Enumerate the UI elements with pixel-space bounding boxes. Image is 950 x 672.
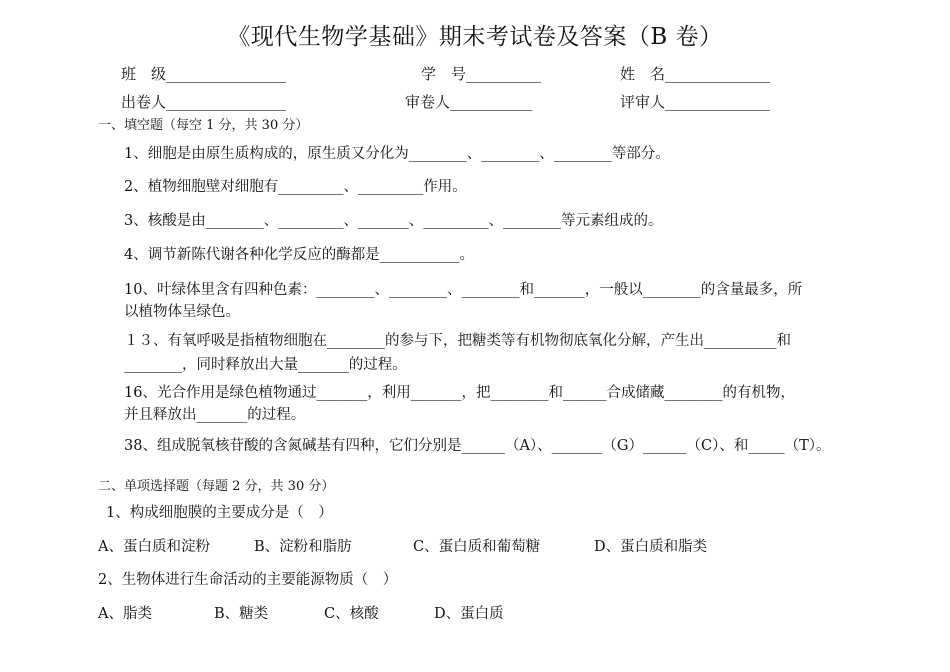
fill-question-2: 2、植物细胞壁对细胞有_________、_________作用。 (124, 179, 467, 195)
choice-question-2: 2、生物体进行生命活动的主要能源物质（ ） (98, 572, 398, 588)
setter-field: 出卷人________________ (121, 93, 287, 111)
section2-heading: 二、单项选择题（每题 2 分，共 30 分） (98, 479, 335, 494)
choice-option-2c: C、核酸 (324, 606, 379, 622)
choice-option-1c: C、蛋白质和葡萄糖 (413, 539, 541, 555)
fill-question-13-line2: ________，同时释放出大量_______的过程。 (124, 357, 407, 373)
fill-question-16-line2: 并且释放出_______的过程。 (124, 407, 306, 423)
fill-question-10-line2: 以植物体呈绿色。 (124, 304, 240, 320)
fill-question-16-line1: 16、光合作用是绿色植物通过_______，利用_______，把________和______合成储藏________的有机物， (124, 385, 795, 401)
fill-question-13-line1: １３、有氧呼吸是指植物细胞在________的参与下，把糖类等有机物彻底氧化分解，产生出__________和 (124, 333, 791, 349)
class-field: 班 级________________ (121, 65, 287, 83)
fill-question-10-line1: 10、叶绿体里含有四种色素：________、________、________和_______，一般以________的含量最多，所 (124, 282, 803, 298)
choice-option-2b: B、糖类 (214, 606, 269, 622)
choice-option-1a: A、蛋白质和淀粉 (98, 539, 210, 555)
student-id-field: 学 号__________ (421, 65, 542, 83)
fill-question-3: 3、核酸是由________、_________、_______、_________、________等元素组成的。 (124, 213, 663, 229)
fill-question-38: 38、组成脱氧核苷酸的含氮碱基有四种，它们分别是______（A）、_______（G）______（C）、和_____（T）。 (124, 438, 831, 454)
choice-option-1d: D、蛋白质和脂类 (594, 539, 708, 555)
name-field: 姓 名______________ (620, 65, 771, 83)
fill-question-4: 4、调节新陈代谢各种化学反应的酶都是___________。 (124, 247, 474, 263)
reviewer-field: 审卷人___________ (405, 93, 533, 111)
choice-option-1b: B、淀粉和脂肪 (254, 539, 352, 555)
choice-option-2a: A、脂类 (98, 606, 152, 622)
fill-question-1: 1、细胞是由原生质构成的，原生质又分化为________、________、________等部分。 (124, 146, 670, 162)
choice-question-1: 1、构成细胞膜的主要成分是（ ） (106, 505, 333, 521)
choice-option-2d: D、蛋白质 (434, 606, 504, 622)
page-title: 《现代生物学基础》期末考试卷及答案（B 卷） (227, 24, 723, 50)
section1-heading: 一、填空题（每空 1 分，共 30 分） (98, 118, 309, 133)
approver-field: 评审人______________ (620, 93, 771, 111)
